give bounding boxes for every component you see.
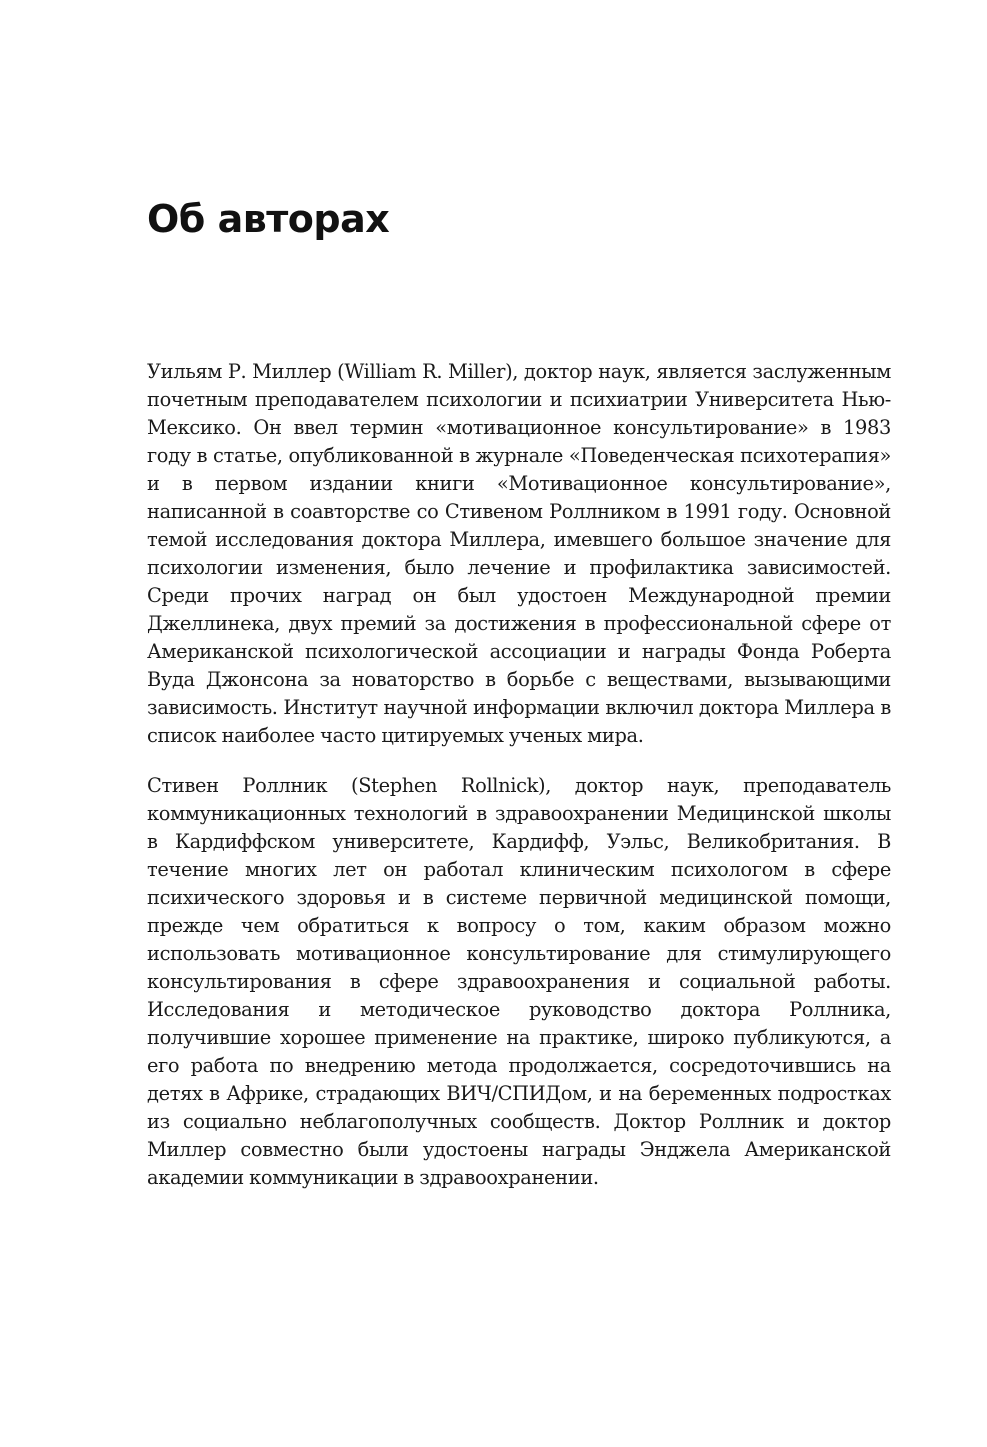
author-bio-rollnick: Стивен Роллник (Stephen Rollnick), доктор наук, преподаватель коммуникационных технологий в здравоохранении Медицинской школы в Кардиффском университете, Кардифф, Уэльс, Великобритания. В течение многих лет он работал клиническим психологом в сфере психического здоровья и в системе первичной медицинской помощи, прежде чем обратиться к вопросу о том, каким образом можно использовать мотивационное консультирование для стимулирующего консультирования в сфере здравоохранения и социальной работы. Исследования и методическое руководство доктора Роллника, получившие хорошее применение на практике, широко публикуются, а его работа по внедрению метода продолжается, сосредоточившись на детях в Африке, страдающих ВИЧ/СПИДом, и на беременных подростках из социально неблагополучных сообществ. Доктор Роллник и доктор Миллер совместно были удостоены награды Энджела Американской академии коммуникации в здравоохранении.	[147, 774, 891, 1189]
page-title: Об авторах	[147, 197, 390, 241]
author-bio-miller: Уильям Р. Миллер (William R. Miller), доктор наук, является заслуженным почетным преподавателем психологии и психиатрии Университета Нью-Мексико. Он ввел термин «мотивационное консультирование» в 1983 году в статье, опубликованной в журнале «Поведенческая психотерапия» и в первом издании книги «Мотивационное консультирование», написанной в соавторстве со Стивеном Роллником в 1991 году. Основной темой исследования доктора Миллера, имевшего большое значение для психологии изменения, было лечение и профилактика зависимостей. Среди прочих наград он был удостоен Международной премии Джеллинека, двух премий за достижения в профессиональной сфере от Американской психологической ассоциации и награды Фонда Роберта Вуда Джонсона за новаторство в борьбе с веществами, вызывающими зависимость. Институт научной информации включил доктора Миллера в список наиболее часто цитируемых ученых мира.	[147, 360, 891, 747]
